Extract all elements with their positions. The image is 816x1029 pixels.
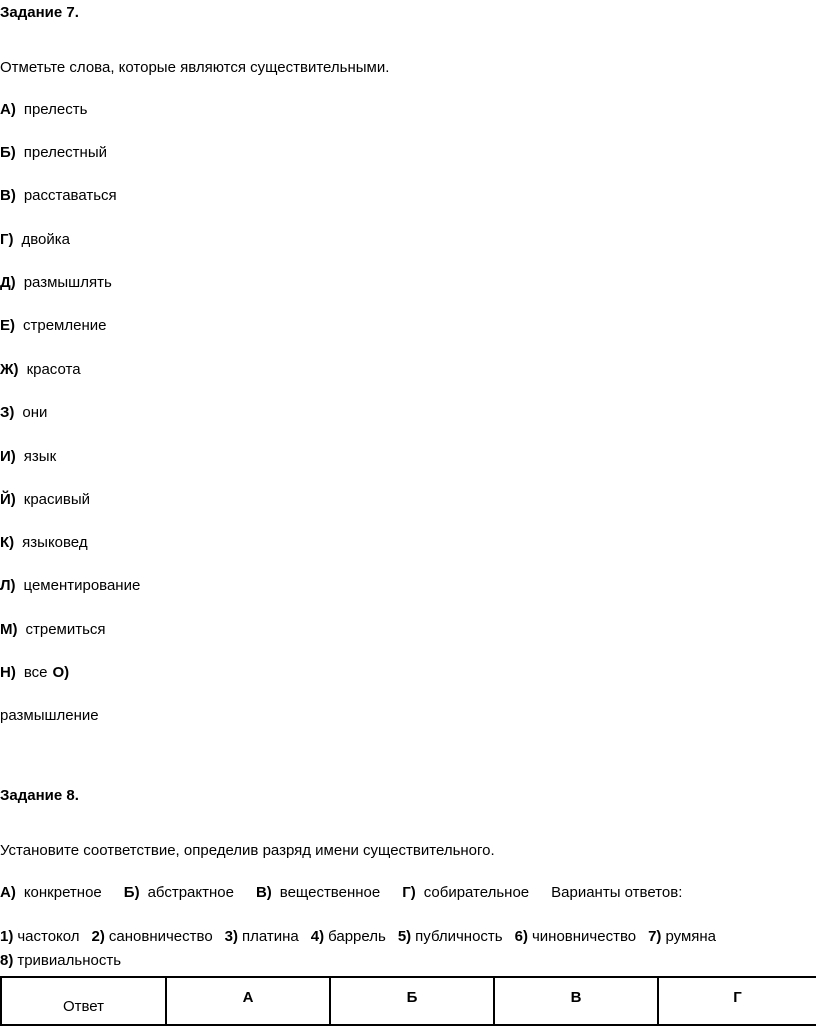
answer-variants (0, 928, 716, 946)
category-letter: А) (0, 884, 16, 901)
category-word: собирательное (423, 884, 530, 901)
option-word: цементирование (23, 577, 141, 594)
option-b (0, 144, 107, 162)
option-letter: Н) (0, 664, 16, 681)
variant-word: баррель (328, 928, 386, 945)
variant-number: 5) (397, 928, 412, 945)
variant-number: 4) (310, 928, 325, 945)
task8-title: Задание 8. (0, 787, 79, 804)
answer-variants-cont (0, 952, 121, 970)
answer-label-text: Ответ (62, 997, 105, 1015)
option-letter: К) (0, 534, 15, 551)
variant-word: румяна (665, 928, 717, 945)
category-letter: Г) (402, 884, 416, 901)
option-l (0, 577, 140, 595)
category-word: абстрактное (147, 884, 234, 901)
option-word: языковед (22, 534, 88, 551)
variant-word: частокол (17, 928, 80, 945)
option-o-word: размышление (0, 707, 99, 724)
option-word: расставаться (23, 187, 117, 204)
option-letter: Г) (0, 231, 14, 248)
option-i (0, 448, 56, 466)
option-letter: В) (0, 187, 16, 204)
option-v (0, 187, 117, 205)
answer-cell-a[interactable]: А (166, 977, 330, 1025)
answer-table (0, 976, 816, 1026)
task7-instruction: Отметьте слова, которые являются существительными. (0, 59, 390, 76)
option-letter: Е) (0, 317, 15, 334)
option-word: двойка (21, 231, 71, 248)
option-letter: Ж) (0, 361, 19, 378)
task8-instruction: Установите соответствие, определив разряд имени существительного. (0, 842, 495, 859)
category-word: конкретное (23, 884, 102, 901)
option-y (0, 491, 90, 509)
option-d (0, 274, 112, 292)
variant-number: 2) (91, 928, 105, 945)
variant-number: 1) (0, 928, 14, 945)
option-word: язык (23, 448, 57, 465)
option-word: красивый (23, 491, 91, 508)
variant-number: 7) (648, 928, 662, 945)
category-letter: В) (255, 884, 272, 901)
variant-word: платина (242, 928, 299, 945)
option-word: красота (26, 361, 81, 378)
variants-label: Варианты ответов: (551, 884, 683, 901)
variant-word: публичность (415, 928, 503, 945)
option-n (0, 664, 77, 682)
option-k (0, 534, 88, 552)
task7-title: Задание 7. (0, 4, 79, 21)
option-word: они (22, 404, 48, 421)
option-e (0, 317, 106, 335)
answer-cell-v[interactable]: В (494, 977, 658, 1025)
option-letter: Б) (0, 144, 16, 161)
option-word: все (23, 664, 48, 681)
option-word: размышлять (23, 274, 112, 291)
option-zh (0, 361, 81, 379)
option-m (0, 621, 106, 639)
option-letter: И) (0, 448, 16, 465)
option-letter: Д) (0, 274, 16, 291)
option-word: прелесть (23, 101, 88, 118)
option-z (0, 404, 47, 422)
variant-word: тривиальность (17, 952, 122, 969)
option-letter: М) (0, 621, 18, 638)
option-letter: Й) (0, 491, 16, 508)
option-letter: А) (0, 101, 16, 118)
category-word: вещественное (279, 884, 381, 901)
variant-number: 6) (514, 928, 528, 945)
variant-word: сановничество (108, 928, 213, 945)
variant-number: 8) (0, 952, 14, 969)
option-word: прелестный (23, 144, 107, 161)
category-letter: Б) (123, 884, 140, 901)
option-letter: О) (52, 664, 70, 681)
answer-cell-g[interactable]: Г (658, 977, 816, 1025)
answer-label (1, 977, 166, 1025)
answer-table-row (1, 977, 816, 1025)
option-letter: З) (0, 404, 15, 421)
option-word: стремиться (25, 621, 106, 638)
option-word: стремление (23, 317, 107, 334)
category-list (0, 884, 690, 902)
answer-cell-b[interactable]: Б (330, 977, 494, 1025)
option-a (0, 101, 87, 119)
option-g (0, 231, 70, 249)
option-letter: Л) (0, 577, 16, 594)
variant-word: чиновничество (531, 928, 637, 945)
variant-number: 3) (224, 928, 239, 945)
